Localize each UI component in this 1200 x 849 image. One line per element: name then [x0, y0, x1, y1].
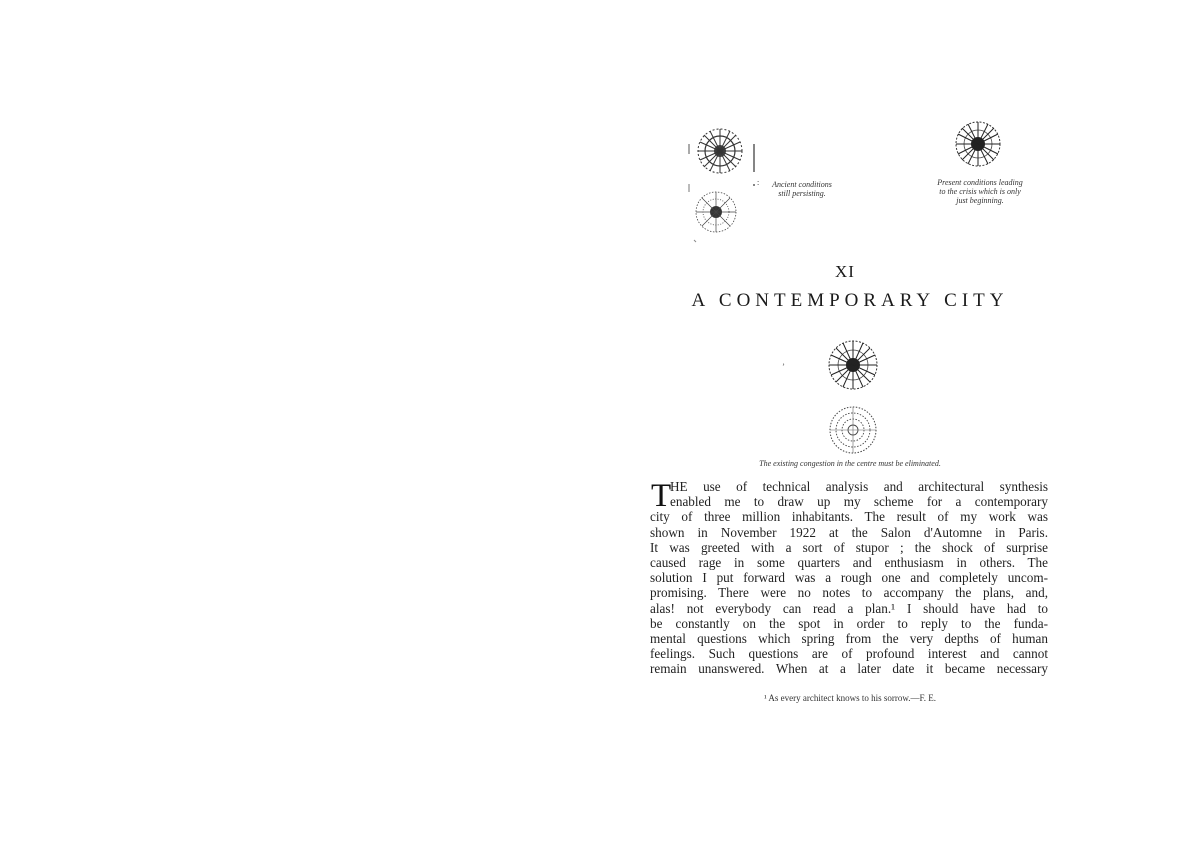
body-line: promising. There were no notes to accompany the plans, and, [650, 585, 1048, 601]
body-line: city of three million inhabitants. The result of my work was [650, 509, 1048, 525]
present-conditions-caption-line-1: Present conditions leading [937, 178, 1023, 187]
body-line: feelings. Such questions are of profound interest and cannot [650, 646, 1048, 662]
body-line: enabled me to draw up my scheme for a contemporary [670, 494, 1048, 510]
body-line: be constantly on the spot in order to reply to the funda- [650, 615, 1048, 631]
decongested-centre-diagram [826, 405, 880, 455]
stray-mark: ’ [782, 362, 785, 372]
ancient-conditions-caption-line-2: still persisting. [778, 189, 826, 198]
body-paragraph [650, 479, 1048, 677]
congested-centre-diagram [826, 338, 880, 392]
chapter-title: A CONTEMPORARY CITY [691, 290, 1009, 311]
body-line: caused rage in some quarters and enthusiasm in others. The [650, 555, 1048, 571]
ancient-city-diagram-bottom [688, 184, 758, 246]
ancient-conditions-mark: : [757, 178, 760, 187]
body-line: shown in November 1922 at the Salon d'Automne in Paris. [650, 524, 1048, 540]
ancient-city-diagram-top [688, 124, 758, 184]
body-line: alas! not everybody can read a plan.¹ I should have had to [650, 600, 1048, 616]
ancient-conditions-caption-line-1: Ancient conditions [772, 180, 832, 189]
body-line: mental questions which spring from the very depths of human [650, 631, 1048, 647]
present-conditions-caption-line-2: to the crisis which is only [939, 187, 1021, 196]
body-line: HE use of technical analysis and architectural synthesis [670, 479, 1048, 494]
ancient-conditions-caption [752, 180, 852, 198]
body-line: remain unanswered. When at a later date it became necessary [650, 661, 1048, 677]
present-conditions-caption-line-3: just beginning. [956, 196, 1004, 205]
present-conditions-caption [915, 178, 1045, 205]
congestion-caption: The existing congestion in the centre must be eliminated. [759, 459, 941, 468]
footnote: ¹ As every architect knows to his sorrow.—F. E. [763, 693, 937, 703]
body-line: solution I put forward was a rough one and completely uncom- [650, 570, 1048, 586]
drop-cap: T [651, 478, 672, 514]
body-line: It was greeted with a sort of stupor ; the shock of surprise [650, 539, 1048, 555]
present-city-diagram [950, 120, 1006, 172]
chapter-number: XI [835, 262, 855, 281]
